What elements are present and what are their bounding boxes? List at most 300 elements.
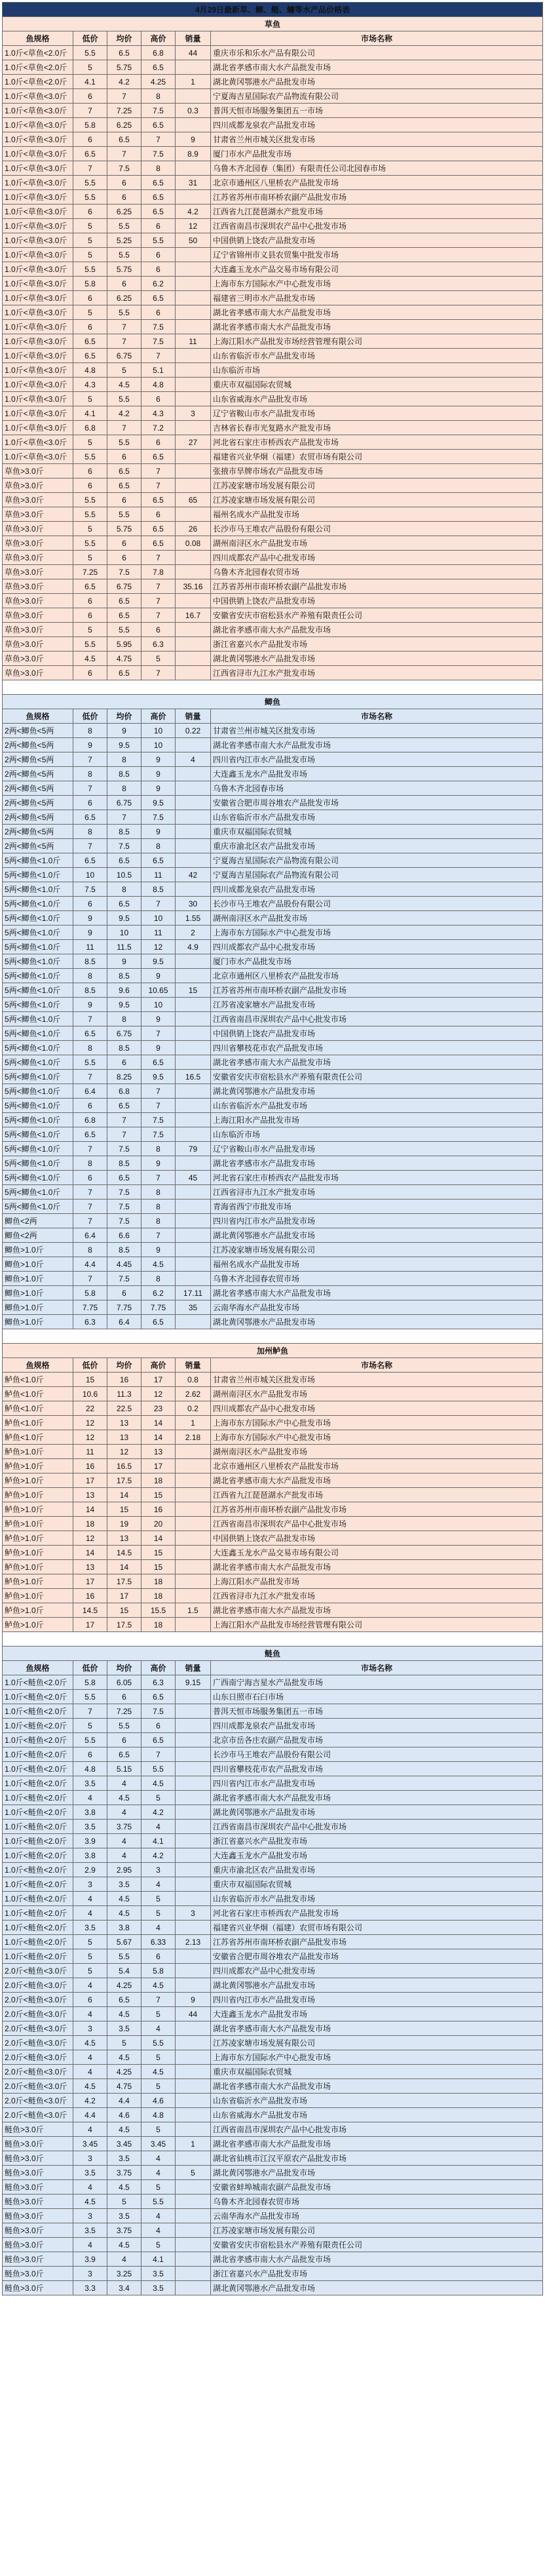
high-price-cell: 8	[141, 161, 176, 176]
avg-price-cell: 6.75	[107, 349, 141, 363]
market-name-cell: 上海市东方国际水产中心批发市场	[211, 2050, 543, 2065]
low-price-cell: 5.5	[73, 536, 107, 551]
table-row	[3, 1820, 543, 1834]
table-row	[3, 349, 543, 363]
column-header: 销量	[176, 1661, 211, 1675]
spec-cell: 鲈鱼>1.0斤	[3, 1546, 73, 1560]
sales-cell: 5	[176, 2166, 211, 2180]
sales-cell: 26	[176, 522, 211, 536]
market-name-cell: 河北省石家庄市桥西农产品批发市场	[211, 1171, 543, 1185]
high-price-cell: 9	[141, 1012, 176, 1026]
table-row	[3, 1877, 543, 1892]
price-table	[2, 2, 543, 2295]
avg-price-cell: 14	[107, 1488, 141, 1502]
avg-price-cell: 11.5	[107, 940, 141, 954]
low-price-cell: 4.1	[73, 75, 107, 89]
sales-cell	[176, 1848, 211, 1863]
table-row	[3, 1070, 543, 1084]
low-price-cell: 3.8	[73, 1805, 107, 1820]
high-price-cell: 5.5	[141, 1762, 176, 1776]
spec-cell: 2.0斤<鲢鱼<3.0斤	[3, 2094, 73, 2108]
spec-cell: 鲢鱼>3.0斤	[3, 2281, 73, 2295]
table-row	[3, 89, 543, 104]
table-row	[3, 551, 543, 565]
low-price-cell: 18	[73, 1517, 107, 1531]
high-price-cell: 7	[141, 594, 176, 608]
avg-price-cell: 4.75	[107, 2079, 141, 2094]
high-price-cell: 6.5	[141, 1733, 176, 1747]
avg-price-cell: 4.45	[107, 1257, 141, 1272]
high-price-cell: 6.3	[141, 637, 176, 652]
avg-price-cell: 6.5	[107, 46, 141, 60]
avg-price-cell: 7.5	[107, 1272, 141, 1286]
sales-cell	[176, 1315, 211, 1329]
low-price-cell: 4.3	[73, 378, 107, 392]
table-row	[3, 464, 543, 478]
market-name-cell: 乌鲁木齐北园春农贸市场	[211, 2195, 543, 2209]
market-name-cell: 四川省内江市水产品批发市场	[211, 1776, 543, 1791]
sales-cell	[176, 1863, 211, 1877]
avg-price-cell: 7	[107, 1127, 141, 1142]
sales-cell	[176, 1502, 211, 1517]
avg-price-cell: 3.5	[107, 2151, 141, 2166]
table-row	[3, 1906, 543, 1921]
high-price-cell: 4.5	[141, 1978, 176, 1993]
spec-cell: 鲈鱼>1.0斤	[3, 1560, 73, 1574]
avg-price-cell: 5.5	[107, 507, 141, 522]
market-name-cell: 江西省浔市九江水产批发市场	[211, 1589, 543, 1603]
market-name-cell: 四川省攀枝花市农产品批发市场	[211, 1041, 543, 1055]
high-price-cell: 6	[141, 435, 176, 450]
avg-price-cell: 4.25	[107, 1978, 141, 1993]
spec-cell: 鲈鱼<1.0斤	[3, 1401, 73, 1416]
high-price-cell: 5.5	[141, 2036, 176, 2050]
market-name-cell: 重庆市双福国际农贸城	[211, 825, 543, 839]
table-row	[3, 1892, 543, 1906]
spec-cell: 1.0斤<鲢鱼<2.0斤	[3, 1690, 73, 1704]
low-price-cell: 12	[73, 1531, 107, 1546]
market-name-cell: 湖北省孝感市南大水产品批发市场	[211, 2079, 543, 2094]
high-price-cell: 18	[141, 1473, 176, 1488]
spec-cell: 1.0斤<草鱼<3.0斤	[3, 190, 73, 205]
market-name-cell: 山东临沂市场	[211, 1127, 543, 1142]
low-price-cell: 4	[73, 1978, 107, 1993]
section-title-row	[3, 17, 543, 31]
high-price-cell: 5	[141, 2122, 176, 2137]
low-price-cell: 4.1	[73, 406, 107, 421]
sales-cell	[176, 1243, 211, 1257]
low-price-cell: 8	[73, 1041, 107, 1055]
section-gap-cell	[3, 680, 543, 695]
market-name-cell: 甘肃省兰州市城关区批发市场	[211, 132, 543, 147]
high-price-cell: 7	[141, 579, 176, 594]
spec-cell: 5两<鲫鱼<1.0斤	[3, 983, 73, 998]
spec-cell: 1.0斤<草鱼<3.0斤	[3, 89, 73, 104]
sales-cell	[176, 666, 211, 680]
high-price-cell: 7	[141, 1171, 176, 1185]
spec-cell: 2两<鲫鱼<5两	[3, 752, 73, 767]
high-price-cell: 8	[141, 839, 176, 853]
sales-cell: 27	[176, 435, 211, 450]
table-row	[3, 233, 543, 248]
sales-cell	[176, 1214, 211, 1228]
low-price-cell: 7	[73, 1185, 107, 1200]
spec-cell: 1.0斤<鲢鱼<2.0斤	[3, 1848, 73, 1863]
avg-price-cell: 8.5	[107, 1041, 141, 1055]
market-name-cell: 四川成都农产品中心批发市场	[211, 940, 543, 954]
sales-cell	[176, 450, 211, 464]
high-price-cell: 3	[141, 1863, 176, 1877]
spec-cell: 1.0斤<草鱼<3.0斤	[3, 291, 73, 305]
column-header: 高价	[141, 709, 176, 724]
high-price-cell: 7	[141, 1228, 176, 1243]
high-price-cell: 6	[141, 507, 176, 522]
market-name-cell: 湖北省孝感市南大水产品批发市场	[211, 2021, 543, 2036]
sales-cell	[176, 2267, 211, 2281]
spec-cell: 2两<鲫鱼<5两	[3, 724, 73, 738]
low-price-cell: 5	[73, 551, 107, 565]
table-row	[3, 2166, 543, 2180]
section-title: 鲫鱼	[3, 695, 543, 709]
column-header-row	[3, 1661, 543, 1675]
spec-cell: 5两<鲫鱼<1.0斤	[3, 1084, 73, 1099]
sales-cell: 2	[176, 926, 211, 940]
spec-cell: 鲢鱼>3.0斤	[3, 2238, 73, 2252]
avg-price-cell: 6	[107, 190, 141, 205]
avg-price-cell: 17.5	[107, 1574, 141, 1589]
market-name-cell: 安徽省安庆市宿松县水产养殖有限责任公司	[211, 608, 543, 623]
avg-price-cell: 5.5	[107, 1719, 141, 1733]
market-name-cell: 湖北省孝感市南大水产品批发市场	[211, 1055, 543, 1070]
low-price-cell: 7	[73, 1704, 107, 1719]
table-row	[3, 1805, 543, 1820]
low-price-cell: 4	[73, 2007, 107, 2021]
high-price-cell: 7	[141, 1099, 176, 1113]
high-price-cell: 6.2	[141, 277, 176, 291]
avg-price-cell: 5.75	[107, 262, 141, 277]
column-header: 销量	[176, 709, 211, 724]
table-row	[3, 2122, 543, 2137]
spec-cell: 草鱼>3.0斤	[3, 594, 73, 608]
high-price-cell: 18	[141, 1574, 176, 1589]
table-row	[3, 2151, 543, 2166]
low-price-cell: 6.5	[73, 334, 107, 349]
spec-cell: 鲫鱼<2两	[3, 1228, 73, 1243]
sales-cell	[176, 363, 211, 378]
spec-cell: 2.0斤<鲢鱼<3.0斤	[3, 2108, 73, 2122]
low-price-cell: 6	[73, 666, 107, 680]
avg-price-cell: 6.25	[107, 205, 141, 219]
spec-cell: 草鱼>3.0斤	[3, 579, 73, 594]
low-price-cell: 6.4	[73, 1228, 107, 1243]
low-price-cell: 5	[73, 522, 107, 536]
low-price-cell: 5.5	[73, 507, 107, 522]
high-price-cell: 6.33	[141, 1935, 176, 1949]
table-row	[3, 60, 543, 75]
market-name-cell: 四川成都龙泉农产品批发市场	[211, 882, 543, 897]
high-price-cell: 6.5	[141, 536, 176, 551]
market-name-cell: 江苏凌家塘市场发展有限公司	[211, 478, 543, 493]
spec-cell: 5两<鲫鱼<1.0斤	[3, 853, 73, 868]
market-name-cell: 重庆市双福国际农贸城	[211, 2065, 543, 2079]
spec-cell: 1.0斤<鲢鱼<2.0斤	[3, 1921, 73, 1935]
spec-cell: 草鱼>3.0斤	[3, 507, 73, 522]
low-price-cell: 6	[73, 1747, 107, 1762]
spec-cell: 2.0斤<鲢鱼<3.0斤	[3, 2036, 73, 2050]
low-price-cell: 5	[73, 623, 107, 637]
sales-cell	[176, 161, 211, 176]
high-price-cell: 5.8	[141, 1964, 176, 1978]
sales-cell: 12	[176, 219, 211, 233]
market-name-cell: 吉林省长春市光复路水产批发市场	[211, 421, 543, 435]
high-price-cell: 9	[141, 781, 176, 796]
market-name-cell: 湖北黄冈鄂港水产品批发市场	[211, 2166, 543, 2180]
low-price-cell: 13	[73, 1488, 107, 1502]
spec-cell: 1.0斤<鲢鱼<2.0斤	[3, 1704, 73, 1719]
market-name-cell: 安徽省合肥市周谷堆农产品批发市场	[211, 1949, 543, 1964]
avg-price-cell: 4	[107, 1805, 141, 1820]
low-price-cell: 5	[73, 60, 107, 75]
sales-cell	[176, 277, 211, 291]
avg-price-cell: 4.4	[107, 2094, 141, 2108]
avg-price-cell: 4.5	[107, 2050, 141, 2065]
avg-price-cell: 9	[107, 724, 141, 738]
high-price-cell: 17	[141, 1373, 176, 1387]
sales-cell: 2.13	[176, 1935, 211, 1949]
avg-price-cell: 9	[107, 954, 141, 969]
column-header: 高价	[141, 1661, 176, 1675]
avg-price-cell: 6.6	[107, 1228, 141, 1243]
spec-cell: 草鱼>3.0斤	[3, 565, 73, 579]
avg-price-cell: 4	[107, 1848, 141, 1863]
avg-price-cell: 5.5	[107, 305, 141, 320]
high-price-cell: 7	[141, 666, 176, 680]
high-price-cell: 6.5	[141, 522, 176, 536]
table-row	[3, 1848, 543, 1863]
market-name-cell: 宁夏海吉星国际农产品物流有限公司	[211, 89, 543, 104]
high-price-cell: 11	[141, 868, 176, 882]
spec-cell: 1.0斤<草鱼<3.0斤	[3, 233, 73, 248]
avg-price-cell: 4.5	[107, 378, 141, 392]
high-price-cell: 4.2	[141, 1805, 176, 1820]
market-name-cell: 宁夏海吉星国际农产品物流有限公司	[211, 868, 543, 882]
table-row	[3, 1142, 543, 1156]
low-price-cell: 8.5	[73, 983, 107, 998]
avg-price-cell: 6	[107, 1733, 141, 1747]
sales-cell	[176, 1589, 211, 1603]
title-row	[3, 3, 543, 17]
sales-cell	[176, 637, 211, 652]
column-header: 均价	[107, 1661, 141, 1675]
table-row	[3, 1791, 543, 1805]
table-row	[3, 421, 543, 435]
market-name-cell: 福州名成水产品批发市场	[211, 507, 543, 522]
spec-cell: 草鱼>3.0斤	[3, 623, 73, 637]
low-price-cell: 6.5	[73, 1026, 107, 1041]
market-name-cell: 北京市通州区八里桥农产品批发市场	[211, 1459, 543, 1473]
low-price-cell: 16	[73, 1459, 107, 1473]
avg-price-cell: 6.05	[107, 1675, 141, 1690]
avg-price-cell: 7	[107, 334, 141, 349]
market-name-cell: 江苏省苏州市南环桥农副产品批发市场	[211, 579, 543, 594]
spec-cell: 2两<鲫鱼<5两	[3, 738, 73, 752]
table-row	[3, 2007, 543, 2021]
table-row	[3, 1863, 543, 1877]
high-price-cell: 9	[141, 1243, 176, 1257]
table-row	[3, 291, 543, 305]
sales-cell: 65	[176, 493, 211, 507]
spec-cell: 鲢鱼>3.0斤	[3, 2252, 73, 2267]
market-name-cell: 乌鲁木齐北园春市场	[211, 781, 543, 796]
low-price-cell: 5.5	[73, 190, 107, 205]
spec-cell: 鲫鱼>1.0斤	[3, 1286, 73, 1300]
high-price-cell: 5	[141, 2050, 176, 2065]
high-price-cell: 4	[141, 1820, 176, 1834]
low-price-cell: 7	[73, 1142, 107, 1156]
sales-cell	[176, 1228, 211, 1243]
sales-cell: 2.18	[176, 1430, 211, 1445]
avg-price-cell: 7.5	[107, 1200, 141, 1214]
spec-cell: 5两<鲫鱼<1.0斤	[3, 1026, 73, 1041]
sales-cell	[176, 1820, 211, 1834]
spec-cell: 鲈鱼<1.0斤	[3, 1430, 73, 1445]
high-price-cell: 14	[141, 1531, 176, 1546]
sales-cell: 1	[176, 75, 211, 89]
market-name-cell: 辽宁省鞍山市水产品批发市场	[211, 406, 543, 421]
sales-cell	[176, 1762, 211, 1776]
high-price-cell: 9	[141, 752, 176, 767]
market-name-cell: 山东省临沂市水产品批发市场	[211, 810, 543, 825]
spec-cell: 鲢鱼>3.0斤	[3, 2151, 73, 2166]
spec-cell: 1.0斤<鲢鱼<2.0斤	[3, 1877, 73, 1892]
sales-cell	[176, 1459, 211, 1473]
avg-price-cell: 5.95	[107, 637, 141, 652]
high-price-cell: 15	[141, 1546, 176, 1560]
spec-cell: 5两<鲫鱼<1.0斤	[3, 1171, 73, 1185]
spec-cell: 5两<鲫鱼<1.0斤	[3, 940, 73, 954]
sales-cell	[176, 1445, 211, 1459]
spec-cell: 5两<鲫鱼<1.0斤	[3, 1200, 73, 1214]
table-row	[3, 1272, 543, 1286]
table-row	[3, 1171, 543, 1185]
sales-cell	[176, 89, 211, 104]
sales-cell	[176, 478, 211, 493]
high-price-cell: 10	[141, 911, 176, 926]
sales-cell	[176, 594, 211, 608]
table-row	[3, 118, 543, 132]
table-row	[3, 565, 543, 579]
high-price-cell: 4.6	[141, 2094, 176, 2108]
sales-cell	[176, 796, 211, 810]
high-price-cell: 10.65	[141, 983, 176, 998]
low-price-cell: 3.9	[73, 1834, 107, 1848]
market-name-cell: 湖北省孝感市南大水产品批发市场	[211, 738, 543, 752]
sales-cell	[176, 2281, 211, 2295]
spec-cell: 1.0斤<草鱼<2.0斤	[3, 60, 73, 75]
high-price-cell: 7.75	[141, 1300, 176, 1315]
table-row	[3, 796, 543, 810]
low-price-cell: 8	[73, 969, 107, 983]
high-price-cell: 7	[141, 1084, 176, 1099]
low-price-cell: 12	[73, 1430, 107, 1445]
market-name-cell: 湖北黄冈鄂港水产品批发市场	[211, 1084, 543, 1099]
table-row	[3, 1430, 543, 1445]
table-row	[3, 1156, 543, 1171]
high-price-cell: 7	[141, 1747, 176, 1762]
sales-cell: 0.08	[176, 536, 211, 551]
low-price-cell: 9	[73, 738, 107, 752]
low-price-cell: 4	[73, 2180, 107, 2195]
low-price-cell: 17	[73, 1473, 107, 1488]
spec-cell: 鲈鱼>1.0斤	[3, 1445, 73, 1459]
avg-price-cell: 8.5	[107, 969, 141, 983]
market-name-cell: 湖北省孝感市南大水产品批发市场	[211, 60, 543, 75]
spec-cell: 5两<鲫鱼<1.0斤	[3, 926, 73, 940]
spec-cell: 1.0斤<草鱼<3.0斤	[3, 392, 73, 406]
column-header: 鱼规格	[3, 31, 73, 46]
market-name-cell: 江西省南昌市深圳农产品中心批发市场	[211, 2122, 543, 2137]
market-name-cell: 湖北黄冈鄂港水产品批发市场	[211, 652, 543, 666]
low-price-cell: 4	[73, 2238, 107, 2252]
market-name-cell: 江苏省苏州市南环桥农副产品批发市场	[211, 1935, 543, 1949]
sales-cell: 2.62	[176, 1387, 211, 1401]
sales-cell	[176, 507, 211, 522]
market-name-cell: 大连鑫玉龙水产品批发市场	[211, 1848, 543, 1863]
table-row	[3, 1589, 543, 1603]
table-row	[3, 104, 543, 118]
high-price-cell: 6.2	[141, 1286, 176, 1300]
market-name-cell: 乌鲁木齐北园春农贸市场	[211, 565, 543, 579]
market-name-cell: 山东临沂市场	[211, 363, 543, 378]
low-price-cell: 13	[73, 1560, 107, 1574]
market-name-cell: 普洱天恒市场服务集团五一市场	[211, 104, 543, 118]
sales-cell	[176, 305, 211, 320]
market-name-cell: 福建省兴业华炯（福建）农贸市场有限公司	[211, 1921, 543, 1935]
spec-cell: 2两<鲫鱼<5两	[3, 839, 73, 853]
sales-cell	[176, 738, 211, 752]
table-row	[3, 1502, 543, 1517]
column-header: 低价	[73, 1661, 107, 1675]
low-price-cell: 11	[73, 1445, 107, 1459]
low-price-cell: 4.2	[73, 2094, 107, 2108]
high-price-cell: 4	[141, 1921, 176, 1935]
high-price-cell: 9	[141, 825, 176, 839]
sales-cell: 30	[176, 897, 211, 911]
high-price-cell: 6.5	[141, 853, 176, 868]
market-name-cell: 湖北省孝感市水产品批发市场	[211, 1156, 543, 1171]
spec-cell: 草鱼>3.0斤	[3, 608, 73, 623]
spec-cell: 5两<鲫鱼<1.0斤	[3, 897, 73, 911]
low-price-cell: 5	[73, 392, 107, 406]
sales-cell: 0.2	[176, 1401, 211, 1416]
avg-price-cell: 6.5	[107, 132, 141, 147]
low-price-cell: 3.5	[73, 1921, 107, 1935]
high-price-cell: 6.5	[141, 450, 176, 464]
market-name-cell: 安徽省蚌埠城南农副产品批发市场	[211, 2180, 543, 2195]
market-name-cell: 广西南宁海吉星水产品批发市场	[211, 1675, 543, 1690]
low-price-cell: 6.5	[73, 579, 107, 594]
avg-price-cell: 4.25	[107, 2065, 141, 2079]
avg-price-cell: 8	[107, 1012, 141, 1026]
high-price-cell: 7	[141, 608, 176, 623]
avg-price-cell: 6.5	[107, 1993, 141, 2007]
high-price-cell: 7.5	[141, 1704, 176, 1719]
avg-price-cell: 4.5	[107, 1791, 141, 1805]
low-price-cell: 6	[73, 1171, 107, 1185]
table-row	[3, 1517, 543, 1531]
market-name-cell: 重庆市渝北区农产品批发市场	[211, 839, 543, 853]
avg-price-cell: 3.5	[107, 2209, 141, 2223]
